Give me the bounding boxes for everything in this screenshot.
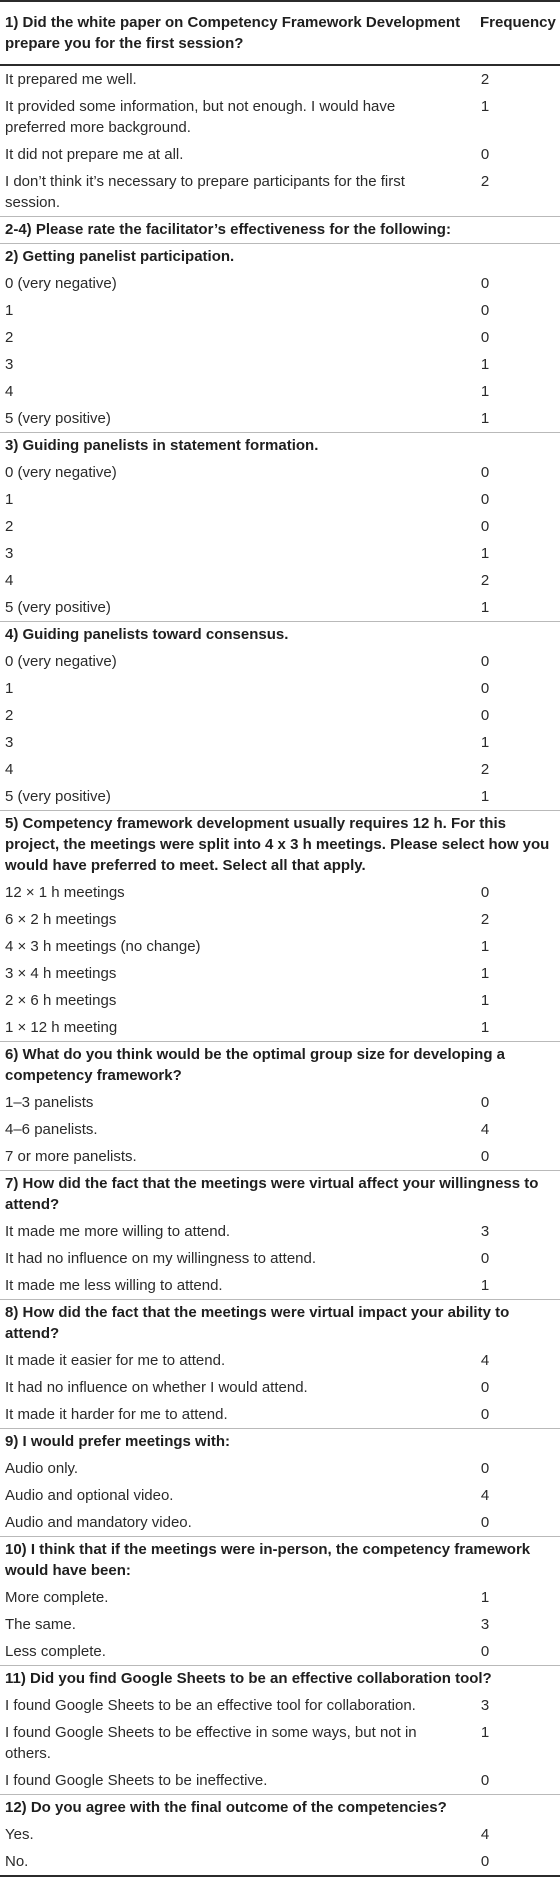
answer-text: 4 xyxy=(5,761,14,778)
answer-frequency-cell xyxy=(478,648,560,675)
answer-text: 0 (very negative) xyxy=(5,653,117,670)
answer-text: 1 xyxy=(5,491,14,508)
answer-frequency: 1 xyxy=(480,938,490,955)
answer-frequency-cell xyxy=(478,1401,560,1429)
answer-row xyxy=(0,1014,560,1042)
answer-frequency: 0 xyxy=(480,1148,490,1165)
answer-frequency-cell xyxy=(478,378,560,405)
answer-frequency-cell xyxy=(478,1374,560,1401)
answer-row xyxy=(0,513,560,540)
answer-row xyxy=(0,540,560,567)
answer-row xyxy=(0,879,560,906)
answer-frequency: 0 xyxy=(480,653,490,670)
answer-frequency-cell xyxy=(478,933,560,960)
answer-frequency: 3 xyxy=(480,1697,490,1714)
answer-text: I found Google Sheets to be effective in some ways, but not in others. xyxy=(5,1724,417,1762)
answer-frequency: 1 xyxy=(480,98,490,115)
answer-frequency-cell xyxy=(478,270,560,297)
question-row xyxy=(0,1537,560,1585)
answer-frequency: 1 xyxy=(480,383,490,400)
answer-row xyxy=(0,1584,560,1611)
answer-text: 3 xyxy=(5,545,14,562)
answer-text: 1–3 panelists xyxy=(5,1094,94,1111)
answer-frequency: 1 xyxy=(480,356,490,373)
answer-text: 2 × 6 h meetings xyxy=(5,992,117,1009)
answer-frequency: 0 xyxy=(480,884,490,901)
answer-frequency-cell xyxy=(478,1143,560,1171)
answer-text: 4–6 panelists. xyxy=(5,1121,98,1138)
answer-frequency-cell xyxy=(478,324,560,351)
answer-row xyxy=(0,783,560,811)
answer-text: 2 xyxy=(5,329,14,346)
answer-frequency: 1 xyxy=(480,1589,490,1606)
question-text: 9) I would prefer meetings with: xyxy=(0,1429,560,1456)
question-row xyxy=(0,622,560,649)
answer-text: 3 × 4 h meetings xyxy=(5,965,117,982)
answer-frequency: 0 xyxy=(480,1460,490,1477)
answer-frequency-cell xyxy=(478,297,560,324)
header-frequency: Frequency xyxy=(478,1,560,65)
question-row xyxy=(0,1300,560,1348)
answer-frequency: 1 xyxy=(480,788,490,805)
answer-frequency: 0 xyxy=(480,1094,490,1111)
answer-frequency: 0 xyxy=(480,1250,490,1267)
answer-text: Yes. xyxy=(5,1826,34,1843)
answer-frequency: 0 xyxy=(480,1406,490,1423)
answer-row xyxy=(0,729,560,756)
answer-text: 1 xyxy=(5,302,14,319)
answer-row xyxy=(0,1347,560,1374)
answer-row xyxy=(0,567,560,594)
answer-frequency: 0 xyxy=(480,707,490,724)
question-row xyxy=(0,433,560,460)
question-text: 7) How did the fact that the meetings were virtual affect your willingness to attend? xyxy=(0,1171,560,1219)
answer-text: 5 (very positive) xyxy=(5,410,111,427)
answer-frequency: 0 xyxy=(480,329,490,346)
answer-text: 1 xyxy=(5,680,14,697)
answer-frequency-cell xyxy=(478,1455,560,1482)
answer-frequency-cell xyxy=(478,513,560,540)
answer-frequency-cell xyxy=(478,486,560,513)
answer-text: 5 (very positive) xyxy=(5,788,111,805)
answer-text: No. xyxy=(0,1848,478,1876)
question-row xyxy=(0,811,560,880)
answer-text: 2 xyxy=(5,518,14,535)
answer-text: I found Google Sheets to be ineffective. xyxy=(5,1772,268,1789)
answer-frequency-cell xyxy=(478,459,560,486)
question-text: 12) Do you agree with the final outcome of the competencies? xyxy=(0,1795,560,1822)
answer-text: 0 (very negative) xyxy=(5,275,117,292)
question-row xyxy=(0,1795,560,1822)
answer-row xyxy=(0,270,560,297)
answer-frequency: 0 xyxy=(480,491,490,508)
answer-frequency: 0 xyxy=(480,302,490,319)
answer-row xyxy=(0,297,560,324)
question-text: 11) Did you find Google Sheets to be an effective collaboration tool? xyxy=(0,1666,560,1693)
answer-row xyxy=(0,1719,560,1767)
answer-frequency-cell xyxy=(478,729,560,756)
table-body xyxy=(0,65,560,1876)
answer-frequency: 2 xyxy=(480,71,490,88)
answer-frequency-cell xyxy=(478,1482,560,1509)
answer-row xyxy=(0,459,560,486)
answer-frequency-cell xyxy=(478,540,560,567)
answer-text: 1 × 12 h meeting xyxy=(5,1019,118,1036)
answer-row xyxy=(0,93,560,141)
answer-frequency-cell xyxy=(478,960,560,987)
answer-text: More complete. xyxy=(5,1589,109,1606)
question-text: 8) How did the fact that the meetings were virtual impact your ability to attend? xyxy=(0,1300,560,1348)
answer-frequency-cell xyxy=(478,1692,560,1719)
answer-text: It made me more willing to attend. xyxy=(5,1223,231,1240)
answer-row xyxy=(0,1482,560,1509)
answer-row xyxy=(0,405,560,433)
answer-frequency: 0 xyxy=(480,146,490,163)
answer-frequency-cell xyxy=(478,351,560,378)
answer-text: It made it harder for me to attend. xyxy=(5,1406,228,1423)
answer-frequency: 2 xyxy=(480,911,490,928)
answer-row xyxy=(0,1089,560,1116)
answer-frequency-cell xyxy=(478,987,560,1014)
answer-frequency-cell xyxy=(478,141,560,168)
answer-row xyxy=(0,1509,560,1537)
answer-text: Audio and mandatory video. xyxy=(5,1514,192,1531)
answer-row xyxy=(0,324,560,351)
answer-frequency: 0 xyxy=(480,1853,490,1870)
answer-text: 4 xyxy=(5,383,14,400)
question-row xyxy=(0,244,560,271)
answer-text: It had no influence on my willingness to attend. xyxy=(5,1250,317,1267)
question-text: 10) I think that if the meetings were in-person, the competency framework would have been: xyxy=(0,1537,560,1585)
answer-row xyxy=(0,65,560,93)
answer-frequency: 1 xyxy=(480,545,490,562)
answer-row xyxy=(0,168,560,217)
answer-frequency-cell xyxy=(478,1638,560,1666)
answer-frequency: 1 xyxy=(480,965,490,982)
answer-frequency: 1 xyxy=(480,410,490,427)
answer-frequency: 0 xyxy=(480,464,490,481)
answer-frequency-cell xyxy=(478,906,560,933)
answer-row xyxy=(0,1692,560,1719)
answer-frequency: 0 xyxy=(480,518,490,535)
answer-row xyxy=(0,1116,560,1143)
answer-text: 3 xyxy=(5,356,14,373)
answer-frequency: 1 xyxy=(480,1724,490,1741)
answer-frequency: 2 xyxy=(480,572,490,589)
answer-row xyxy=(0,351,560,378)
question-row xyxy=(0,1666,560,1693)
answer-frequency-cell xyxy=(478,783,560,811)
answer-text: 6 × 2 h meetings xyxy=(5,911,117,928)
answer-row xyxy=(0,675,560,702)
answer-text: I don’t think it’s necessary to prepare participants for the first session. xyxy=(5,173,405,211)
answer-frequency-cell xyxy=(478,1848,560,1876)
answer-row xyxy=(0,756,560,783)
answer-frequency-cell xyxy=(478,1347,560,1374)
answer-frequency: 0 xyxy=(480,275,490,292)
answer-row xyxy=(0,1638,560,1666)
answer-frequency: 4 xyxy=(480,1487,490,1504)
answer-row xyxy=(0,1218,560,1245)
answer-row xyxy=(0,594,560,622)
answer-frequency: 1 xyxy=(480,1019,490,1036)
answer-row xyxy=(0,1272,560,1300)
answer-row xyxy=(0,1245,560,1272)
answer-frequency-cell xyxy=(478,702,560,729)
question-text: 2-4) Please rate the facilitator’s effectiveness for the following: xyxy=(0,217,560,244)
answer-text: Less complete. xyxy=(5,1643,106,1660)
answer-text: Audio only. xyxy=(5,1460,79,1477)
answer-text: It had no influence on whether I would attend. xyxy=(5,1379,308,1396)
answer-frequency-cell xyxy=(478,1014,560,1042)
answer-frequency-cell xyxy=(478,405,560,433)
answer-text: Audio and optional video. xyxy=(5,1487,174,1504)
answer-text: 2 xyxy=(5,707,14,724)
answer-row xyxy=(0,987,560,1014)
answer-row xyxy=(0,1374,560,1401)
answer-frequency: 4 xyxy=(480,1826,490,1843)
answer-text: It did not prepare me at all. xyxy=(5,146,184,163)
answer-text: It made it easier for me to attend. xyxy=(5,1352,226,1369)
answer-frequency: 0 xyxy=(480,1379,490,1396)
answer-text: It made me less willing to attend. xyxy=(5,1277,223,1294)
question-text: 3) Guiding panelists in statement formation. xyxy=(0,433,560,460)
answer-frequency-cell xyxy=(478,1584,560,1611)
question-text: 2) Getting panelist participation. xyxy=(0,244,560,271)
answer-frequency-cell xyxy=(478,879,560,906)
answer-frequency: 4 xyxy=(480,1352,490,1369)
answer-frequency: 0 xyxy=(480,1643,490,1660)
answer-frequency-cell xyxy=(478,1767,560,1795)
answer-frequency-cell xyxy=(478,65,560,93)
answer-frequency-cell xyxy=(478,168,560,217)
answer-row xyxy=(0,1767,560,1795)
answer-frequency-cell xyxy=(478,1719,560,1767)
answer-text: 3 xyxy=(5,734,14,751)
answer-row xyxy=(0,1455,560,1482)
answer-row xyxy=(0,1611,560,1638)
question-row xyxy=(0,1042,560,1090)
question-text: 4) Guiding panelists toward consensus. xyxy=(0,622,560,649)
answer-frequency-cell xyxy=(478,594,560,622)
answer-text: It provided some information, but not enough. I would have preferred more background. xyxy=(5,98,396,136)
answer-frequency: 3 xyxy=(480,1223,490,1240)
answer-frequency-cell xyxy=(478,1116,560,1143)
answer-text: 4 xyxy=(5,572,14,589)
question-text: 6) What do you think would be the optimal group size for developing a competency framework? xyxy=(0,1042,560,1090)
answer-text: I found Google Sheets to be an effective tool for collaboration. xyxy=(5,1697,416,1714)
answer-row xyxy=(0,1401,560,1429)
answer-row xyxy=(0,1143,560,1171)
answer-row xyxy=(0,1848,560,1876)
answer-frequency: 1 xyxy=(480,599,490,616)
answer-text: 5 (very positive) xyxy=(5,599,111,616)
answer-frequency: 1 xyxy=(480,1277,490,1294)
answer-row xyxy=(0,378,560,405)
answer-frequency-cell xyxy=(478,1089,560,1116)
answer-text: 4 × 3 h meetings (no change) xyxy=(5,938,201,955)
answer-text: 7 or more panelists. xyxy=(5,1148,137,1165)
answer-frequency-cell xyxy=(478,1245,560,1272)
answer-frequency-cell xyxy=(478,1611,560,1638)
answer-frequency: 0 xyxy=(480,1514,490,1531)
answer-frequency-cell xyxy=(478,567,560,594)
answer-row xyxy=(0,702,560,729)
answer-row xyxy=(0,906,560,933)
answer-frequency: 0 xyxy=(480,680,490,697)
question-row xyxy=(0,1171,560,1219)
answer-frequency-cell xyxy=(478,1272,560,1300)
question-text: 5) Competency framework development usually requires 12 h. For this project, the meetings were split into 4 x 3 h meetings. Please select how you would have preferred to meet. Select all that apply. xyxy=(0,811,560,880)
answer-frequency: 2 xyxy=(480,761,490,778)
answer-frequency-cell xyxy=(478,1509,560,1537)
header-question: 1) Did the white paper on Competency Framework Development prepare you for the first session? xyxy=(0,1,478,65)
answer-row xyxy=(0,960,560,987)
answer-text: The same. xyxy=(5,1616,76,1633)
answer-row xyxy=(0,648,560,675)
answer-text: 0 (very negative) xyxy=(5,464,117,481)
question-row xyxy=(0,1429,560,1456)
answer-frequency: 2 xyxy=(480,173,490,190)
answer-frequency-cell xyxy=(478,756,560,783)
answer-frequency-cell xyxy=(478,93,560,141)
answer-row xyxy=(0,1821,560,1848)
answer-row xyxy=(0,933,560,960)
answer-text: It prepared me well. xyxy=(5,71,137,88)
answer-text: 12 × 1 h meetings xyxy=(5,884,125,901)
table-header-row xyxy=(0,1,560,65)
answer-row xyxy=(0,141,560,168)
answer-row xyxy=(0,486,560,513)
question-row xyxy=(0,217,560,244)
answer-frequency: 0 xyxy=(480,1772,490,1789)
answer-frequency: 1 xyxy=(480,992,490,1009)
answer-frequency-cell xyxy=(478,1821,560,1848)
answer-frequency: 3 xyxy=(480,1616,490,1633)
answer-frequency: 4 xyxy=(480,1121,490,1138)
answer-frequency: 1 xyxy=(480,734,490,751)
answer-frequency-cell xyxy=(478,675,560,702)
answer-frequency-cell xyxy=(478,1218,560,1245)
